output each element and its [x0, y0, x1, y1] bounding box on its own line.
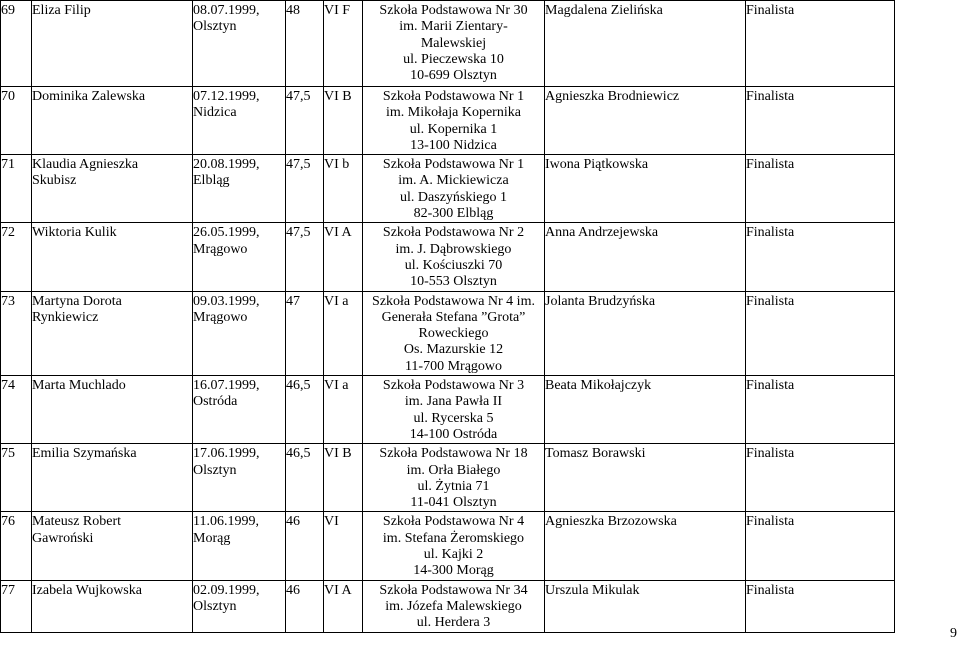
school-address-line: ul. Herdera 3 — [416, 615, 491, 631]
student-name: Izabela Wujkowska — [32, 582, 142, 598]
score: 47,5 — [286, 225, 311, 241]
school-address-line: 10-553 Olsztyn — [410, 274, 497, 290]
status-label: Finalista — [746, 225, 795, 241]
cell-class — [324, 291, 363, 375]
cell-teacher — [545, 444, 746, 512]
status-label: Finalista — [746, 293, 795, 309]
birth-date: 07.12.1999, — [193, 89, 260, 104]
school-address-line: 10-699 Olsztyn — [410, 68, 497, 84]
table-row — [1, 223, 895, 291]
cell-teacher — [545, 512, 746, 580]
cell-school — [363, 155, 545, 223]
student-name: Wiktoria Kulik — [32, 225, 117, 241]
table-row — [1, 580, 895, 632]
cell-teacher — [545, 87, 746, 155]
status-label: Finalista — [746, 3, 795, 18]
school-address-line: im. Stefana Żeromskiego — [382, 530, 525, 546]
school-address-line: ul. Kościuszki 70 — [404, 257, 503, 273]
school-address-line: Szkoła Podstawowa Nr 1 — [382, 157, 525, 173]
cell-school — [363, 376, 545, 444]
school-address-line: Malewskiej — [420, 35, 487, 51]
student-name: Dominika Zalewska — [32, 89, 146, 104]
cell-student-name — [32, 223, 193, 291]
cell-class — [324, 444, 363, 512]
row-number: 69 — [1, 3, 15, 18]
school-address-line: Roweckiego — [418, 326, 489, 342]
cell-score — [286, 155, 324, 223]
cell-number — [1, 1, 32, 87]
school-address-line: Szkoła Podstawowa Nr 34 — [379, 582, 528, 598]
status-label: Finalista — [746, 89, 795, 104]
birth-date: 11.06.1999, — [193, 514, 259, 530]
row-number: 72 — [1, 225, 15, 241]
school-address-line: ul. Żytnia 71 — [417, 478, 490, 494]
cell-teacher — [545, 155, 746, 223]
cell-score — [286, 87, 324, 155]
teacher-name: Jolanta Brudzyńska — [545, 293, 656, 309]
cell-birth — [193, 1, 286, 87]
cell-birth — [193, 291, 286, 375]
student-name: Klaudia Agnieszka — [32, 157, 139, 173]
birth-date: 09.03.1999, — [193, 293, 260, 309]
cell-score — [286, 1, 324, 87]
table-row — [1, 87, 895, 155]
school-address-line: im. Orła Białego — [406, 462, 501, 478]
school-address-line: im. Marii Zientary- — [399, 19, 508, 35]
cell-status — [746, 512, 895, 580]
cell-status — [746, 223, 895, 291]
birth-date: 16.07.1999, — [193, 378, 260, 394]
school-address-line: 14-100 Ostróda — [409, 426, 498, 442]
cell-class — [324, 1, 363, 87]
cell-teacher — [545, 580, 746, 632]
class-label: VI F — [324, 3, 351, 18]
school-address-line: Szkoła Podstawowa Nr 4 im. — [372, 293, 535, 309]
cell-birth — [193, 580, 286, 632]
school-address-line: im. A. Mickiewicza — [398, 173, 509, 189]
cell-student-name — [32, 376, 193, 444]
cell-class — [324, 87, 363, 155]
class-label: VI a — [324, 293, 349, 309]
results-table-body — [1, 1, 895, 633]
school-address-line: ul. Pieczewska 10 — [403, 51, 504, 67]
school-address-line: im. J. Dąbrowskiego — [395, 241, 512, 257]
teacher-name: Iwona Piątkowska — [545, 157, 649, 173]
cell-teacher — [545, 376, 746, 444]
status-label: Finalista — [746, 157, 795, 173]
class-label: VI a — [324, 378, 349, 394]
score: 48 — [286, 3, 300, 18]
cell-student-name — [32, 512, 193, 580]
table-row — [1, 155, 895, 223]
cell-birth — [193, 376, 286, 444]
status-label: Finalista — [746, 378, 795, 394]
school-address-line: 14-300 Morąg — [413, 563, 494, 579]
table-row — [1, 512, 895, 580]
score: 46 — [286, 514, 300, 530]
row-number: 76 — [1, 514, 15, 530]
row-number: 71 — [1, 157, 15, 173]
cell-birth — [193, 87, 286, 155]
birth-place: Ostróda — [193, 394, 238, 410]
class-label: VI A — [324, 225, 352, 241]
school-address-line: Szkoła Podstawowa Nr 3 — [382, 378, 525, 394]
cell-class — [324, 376, 363, 444]
birth-date: 02.09.1999, — [193, 582, 260, 598]
cell-birth — [193, 512, 286, 580]
cell-status — [746, 87, 895, 155]
cell-teacher — [545, 291, 746, 375]
school-address-line: ul. Daszyńskiego 1 — [400, 189, 507, 205]
cell-status — [746, 155, 895, 223]
cell-number — [1, 155, 32, 223]
birth-place: Nidzica — [193, 105, 237, 121]
student-name: Mateusz Robert — [32, 514, 122, 530]
cell-class — [324, 512, 363, 580]
cell-number — [1, 580, 32, 632]
cell-school — [363, 580, 545, 632]
cell-school — [363, 291, 545, 375]
school-address-line: Szkoła Podstawowa Nr 30 — [379, 3, 528, 18]
row-number: 75 — [1, 446, 15, 462]
cell-student-name — [32, 87, 193, 155]
school-address-line: im. Jana Pawła II — [404, 394, 503, 410]
cell-student-name — [32, 155, 193, 223]
table-row — [1, 376, 895, 444]
school-address-line: 11-041 Olsztyn — [410, 495, 497, 511]
status-label: Finalista — [746, 582, 795, 598]
school-address-line: 11-700 Mrągowo — [404, 358, 503, 374]
cell-status — [746, 444, 895, 512]
score: 47,5 — [286, 89, 311, 104]
teacher-name: Agnieszka Brzozowska — [545, 514, 677, 530]
cell-score — [286, 512, 324, 580]
birth-place: Morąg — [193, 530, 231, 546]
birth-date: 08.07.1999, — [193, 3, 260, 18]
cell-school — [363, 223, 545, 291]
status-label: Finalista — [746, 446, 795, 462]
row-number: 73 — [1, 293, 15, 309]
cell-number — [1, 223, 32, 291]
teacher-name: Agnieszka Brodniewicz — [545, 89, 680, 104]
cell-school — [363, 512, 545, 580]
cell-number — [1, 444, 32, 512]
cell-class — [324, 580, 363, 632]
row-number: 70 — [1, 89, 15, 104]
school-address-line: Szkoła Podstawowa Nr 18 — [379, 446, 528, 462]
cell-status — [746, 291, 895, 375]
school-address-line: 13-100 Nidzica — [410, 137, 497, 153]
cell-score — [286, 580, 324, 632]
birth-date: 17.06.1999, — [193, 446, 260, 462]
student-surname: Gawroński — [32, 530, 94, 546]
student-name: Martyna Dorota — [32, 293, 122, 309]
score: 46,5 — [286, 378, 311, 394]
birth-date: 20.08.1999, — [193, 157, 260, 173]
class-label: VI b — [324, 157, 350, 173]
score: 46 — [286, 582, 300, 598]
score: 47 — [286, 293, 300, 309]
cell-status — [746, 1, 895, 87]
school-address-line: ul. Rycerska 5 — [413, 410, 494, 426]
teacher-name: Anna Andrzejewska — [545, 225, 659, 241]
cell-number — [1, 87, 32, 155]
student-name: Eliza Filip — [32, 3, 91, 18]
class-label: VI B — [324, 89, 352, 104]
birth-date: 26.05.1999, — [193, 225, 260, 241]
cell-score — [286, 291, 324, 375]
student-name: Emilia Szymańska — [32, 446, 137, 462]
cell-student-name — [32, 291, 193, 375]
teacher-name: Tomasz Borawski — [545, 446, 646, 462]
cell-number — [1, 512, 32, 580]
school-address-line: 82-300 Elbląg — [413, 206, 494, 222]
cell-school — [363, 87, 545, 155]
class-label: VI — [324, 514, 339, 530]
student-surname: Rynkiewicz — [32, 309, 99, 325]
cell-student-name — [32, 580, 193, 632]
page-number: 9 — [950, 626, 957, 641]
class-label: VI A — [324, 582, 352, 598]
cell-birth — [193, 223, 286, 291]
score: 47,5 — [286, 157, 311, 173]
birth-place: Mrągowo — [193, 241, 248, 257]
table-row — [1, 291, 895, 375]
student-name: Marta Muchlado — [32, 378, 126, 394]
teacher-name: Magdalena Zielińska — [545, 3, 663, 18]
cell-score — [286, 223, 324, 291]
cell-school — [363, 1, 545, 87]
school-address-line: Szkoła Podstawowa Nr 1 — [382, 89, 525, 104]
cell-class — [324, 223, 363, 291]
school-address-line: ul. Kopernika 1 — [409, 121, 498, 137]
cell-student-name — [32, 444, 193, 512]
cell-class — [324, 155, 363, 223]
cell-student-name — [32, 1, 193, 87]
cell-birth — [193, 155, 286, 223]
birth-place: Mrągowo — [193, 309, 248, 325]
status-label: Finalista — [746, 514, 795, 530]
student-surname: Skubisz — [32, 173, 77, 189]
school-address-line: im. Mikołaja Kopernika — [386, 105, 521, 121]
cell-status — [746, 580, 895, 632]
cell-birth — [193, 444, 286, 512]
school-address-line: im. Józefa Malewskiego — [385, 598, 522, 614]
birth-place: Olsztyn — [193, 598, 237, 614]
cell-number — [1, 376, 32, 444]
school-address-line: Szkoła Podstawowa Nr 4 — [382, 514, 525, 530]
cell-school — [363, 444, 545, 512]
birth-place: Elbląg — [193, 173, 230, 189]
score: 46,5 — [286, 446, 311, 462]
cell-score — [286, 444, 324, 512]
birth-place: Olsztyn — [193, 462, 237, 478]
teacher-name: Beata Mikołajczyk — [545, 378, 652, 394]
class-label: VI B — [324, 446, 352, 462]
birth-place: Olsztyn — [193, 19, 237, 35]
cell-number — [1, 291, 32, 375]
school-address-line: Szkoła Podstawowa Nr 2 — [382, 225, 525, 241]
cell-teacher — [545, 1, 746, 87]
table-row — [1, 444, 895, 512]
row-number: 74 — [1, 378, 15, 394]
school-address-line: Generała Stefana ”Grota” — [381, 309, 526, 325]
table-row — [1, 1, 895, 87]
cell-status — [746, 376, 895, 444]
cell-score — [286, 376, 324, 444]
teacher-name: Urszula Mikulak — [545, 582, 640, 598]
cell-teacher — [545, 223, 746, 291]
school-address-line: ul. Kajki 2 — [423, 547, 484, 563]
school-address-line: Os. Mazurskie 12 — [403, 342, 504, 358]
row-number: 77 — [1, 582, 15, 598]
